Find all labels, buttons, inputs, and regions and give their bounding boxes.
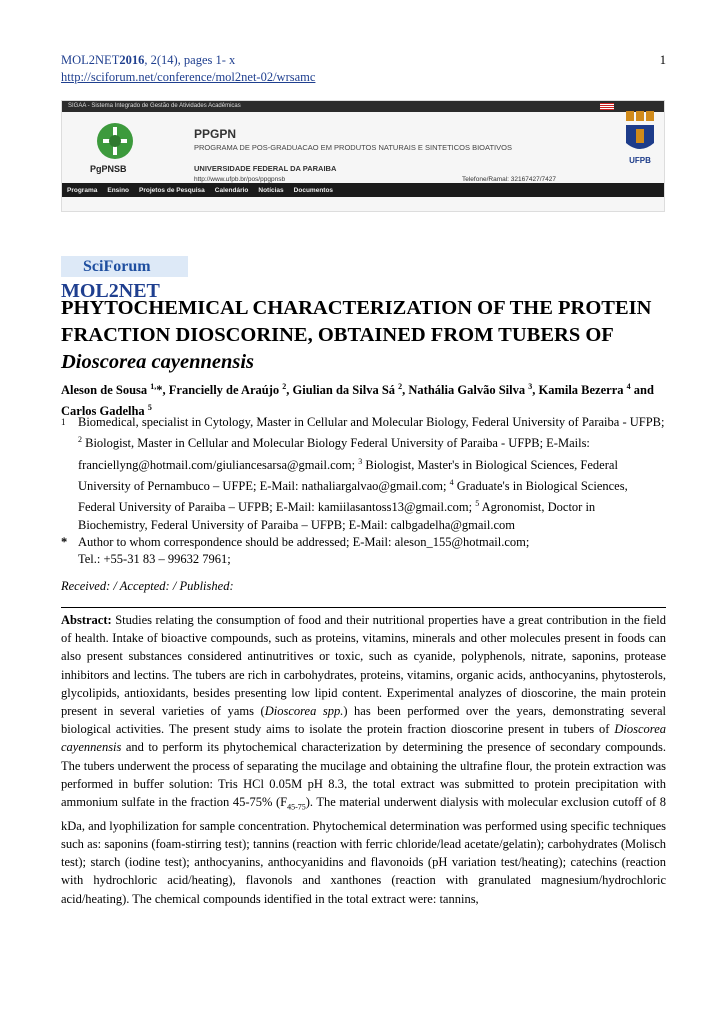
conference-link[interactable]: http://sciforum.net/conference/mol2net-02/wrsamc: [61, 70, 316, 84]
journal-citation: , 2(14), pages 1- x: [144, 53, 236, 67]
sciforum-badge: SciForum: [61, 256, 188, 277]
author-name: Francielly de Araújo: [168, 383, 283, 398]
author-name: Kamila Bezerra: [538, 383, 627, 398]
title-species: Dioscorea cayennensis: [61, 351, 255, 373]
author-name: Carlos Gadelha: [61, 404, 148, 419]
banner-program-code: PPGPN: [194, 127, 237, 141]
banner-nav: [62, 183, 664, 197]
paper-title: [61, 295, 671, 376]
banner-topbar: SIGAA - Sistema Integrado de Gestão de Atividades Acadêmicas: [62, 101, 664, 112]
nav-programa[interactable]: Programa: [67, 186, 98, 194]
title-main: PHYTOCHEMICAL CHARACTERIZATION OF THE PROTEIN FRACTION DIOSCORINE, OBTAINED FROM TUBERS OF: [61, 297, 652, 346]
nav-noticias[interactable]: Notícias: [258, 186, 284, 194]
abstract-label: Abstract:: [61, 613, 112, 627]
nav-projetos[interactable]: Projetos de Pesquisa: [139, 186, 205, 194]
author-name: Giulian da Silva Sá: [292, 383, 399, 398]
running-header: [61, 53, 666, 85]
flag-icon: [600, 103, 614, 110]
author-name: Nathália Galvão Silva: [408, 383, 529, 398]
author-name: Aleson de Sousa: [61, 383, 151, 398]
program-banner: [61, 100, 665, 212]
nav-documentos[interactable]: Documentos: [293, 186, 334, 194]
page-number: 1: [659, 53, 666, 67]
correspondence: * Author to whom correspondence should be addressed; E-Mail: aleson_155@hotmail.com; Tel.: +55-31 83 – 99632 7961;: [61, 534, 530, 567]
banner-site: http://www.ufpb.br/pos/ppgpnsb: [194, 176, 286, 183]
pgpnsb-logo-icon: [95, 121, 135, 161]
journal-name: MOL2NET: [61, 53, 120, 67]
nav-calendario[interactable]: Calendário: [214, 186, 249, 194]
mol2net-brand: MOL2NET: [61, 280, 160, 302]
ufpb-crest-icon: [624, 109, 656, 167]
ufpb-label: UFPB: [629, 156, 651, 165]
author-list: Aleson de Sousa $^{1,}$*, Francielly de Araújo $^2$, Giulian da Silva Sá $^2$, Nathália Galvão Silva $^3$, Kamila Bezerra $^4$ and Carlos Gadelha $^5$: [61, 382, 654, 419]
banner-university: UNIVERSIDADE FEDERAL DA PARAIBA: [194, 164, 337, 173]
banner-phone: Telefone/Ramal: 32167427/7427: [462, 176, 556, 183]
received-dates: Received: / Accepted: / Published:: [61, 579, 234, 593]
affiliation-block: 1 Biomedical, specialist in Cytology, Master in Cellular and Molecular Biology, Federal University of Paraiba - UFPB; $^2$ Biologist, Master in Cellular and Molecular Biology Federal University of Paraiba - UFPB; E-Mails: franciellyng@hotmail.com/giuliancesarsa@gmail.com; $^3$ Biologist, Master's in Biological Sciences, Federal University of Pernambuco – UFPE; E-Mail: nathaliargalvao@gmail.com; $^4$ Graduate's in Biological Sciences, Federal University of Paraiba – UFPB; E-Mail: kamiilasantoss13@gmail.com; $^5$ Agronomist, Doctor in Biochemistry, Federal University of Paraiba – UFPB; E-Mail: calbgadelha@gmail.com: [61, 415, 665, 532]
banner-program-name: PROGRAMA DE POS-GRADUACAO EM PRODUTOS NATURAIS E SINTETICOS BIOATIVOS: [194, 143, 512, 152]
divider: [61, 607, 666, 608]
journal-year: 2016: [119, 53, 145, 67]
telephone: Tel.: +55-31 83 – 99632 7961;: [78, 552, 231, 567]
affiliations: [61, 414, 666, 568]
banner-logo-text: PgPNSB: [90, 164, 127, 174]
nav-ensino[interactable]: Ensino: [107, 186, 130, 194]
abstract: Abstract: Studies relating the consumption of food and their nutritional properties have a great contribution in the field of health. Intake of bioactive compounds, such as proteins, vitamins, minerals and other molecules present in foods can also present substances considered antinutritives or toxic, such as cyanide, polyphenols, nitrate, saponins, protease inhibitors and lectins. The tubers are rich in carbohydrates, proteins, vitamins, organic acids, anthocyanins, phytosterols, glycolipids, antioxidants, besides presenting low lipid content. Experimental analyzes of dioscorine, the main protein present in several varieties of yams (Dioscorea spp.) has been performed over the years, demonstrating several biological activities. The present study aims to isolate the protein fraction dioscorine present in tubers of Dioscorea cayennensis and to perform its phytochemical characterization by determining the presence of secondary compounds. The tubers underwent the process of separating the mucilage and obtaining the ultrafine flour, the protein extraction was performed in buffer solution: Tris HCl 0.05M pH 8.3, the total extract was submitted to protein precipitation with ammonium sulfate in the fraction 45-75% $(F_{45-75})$. The material underwent dialysis with molecular exclusion cutoff of 8 kDa, and lyophilization for sample concentration. Phytochemical determination was performed using specific techniques such as: saponins (foam-stirring test); tannins (reaction with ferric chloride/lead acetate/gelatin); carbohydrates (Molisch test); starch (iodine test); anthocyanins, anthocyanidins and flavonoids (pH variation test/heating); catechins (reaction with hydrochloric acid/heating), flavonols and xanthones (reaction with granulated magnesium/hydrochloric acid/heating). The chemical compounds identified in the total extract were: tannins,: [61, 613, 667, 906]
